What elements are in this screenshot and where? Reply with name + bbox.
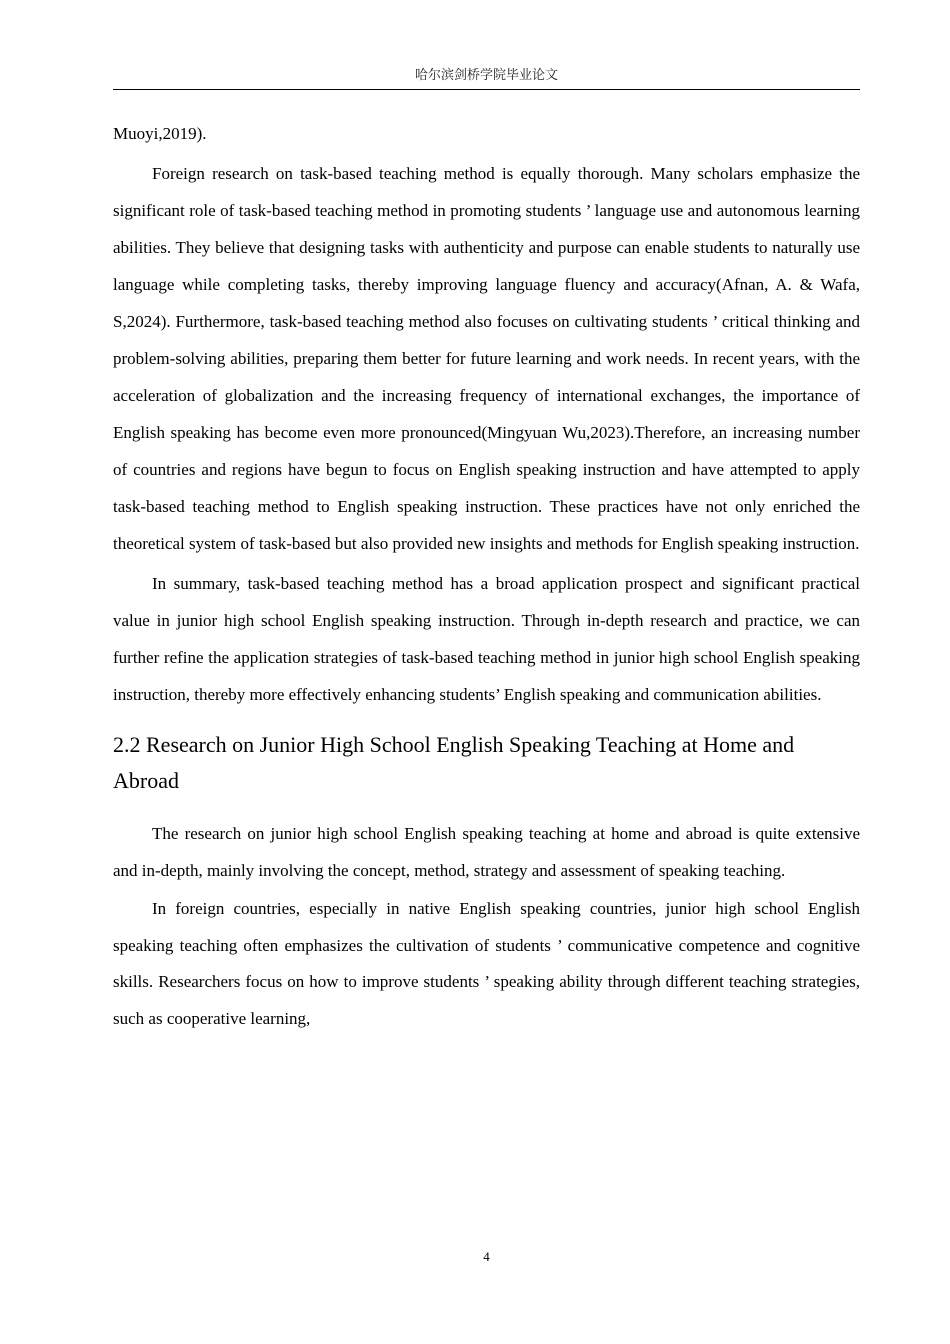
paragraph-foreign-countries: In foreign countries, especially in native English speaking countries, junior high school English speaking teaching often emphasizes the cultivation of students ’ communicative competence and cognitive skills. Researchers focus on how to improve students ’ speaking ability through different teaching strategies, such as cooperative learning,: [113, 899, 860, 1028]
page-number: 4: [483, 1249, 490, 1264]
paragraph-research-overview: The research on junior high school English speaking teaching at home and abroad is quite extensive and in-depth, mainly involving the concept, method, strategy and assessment of speaking teaching.: [113, 824, 860, 880]
paragraph-continuation: Muoyi,2019).: [113, 124, 207, 143]
section-heading-2-2: 2.2 Research on Junior High School English Speaking Teaching at Home and Abroad: [113, 732, 795, 793]
page-body: [113, 115, 860, 1038]
header-rule: [113, 89, 860, 90]
paragraph-foreign-research: Foreign research on task-based teaching method is equally thorough. Many scholars emphasize the significant role of task-based teaching method in promoting students ’ language use and autonomous learning abilities. They believe that designing tasks with authenticity and purpose can enable students to naturally use language while completing tasks, thereby improving language fluency and accuracy(Afnan, A. & Wafa, S,2024). Furthermore, task-based teaching method also focuses on cultivating students ’ critical thinking and problem-solving abilities, preparing them better for future learning and work needs. In recent years, with the acceleration of globalization and the increasing frequency of international exchanges, the importance of English speaking has become even more pronounced(Mingyuan Wu,2023).Therefore, an increasing number of countries and regions have begun to focus on English speaking instruction and have attempted to apply task-based teaching method to English speaking instruction. These practices have not only enriched the theoretical system of task-based but also provided new insights and methods for English speaking instruction.: [113, 164, 860, 553]
paragraph-summary: In summary, task-based teaching method has a broad application prospect and significant practical value in junior high school English speaking instruction. Through in-depth research and practice, we can further refine the application strategies of task-based teaching method in junior high school English speaking instruction, thereby more effectively enhancing students’ English speaking and communication abilities.: [113, 574, 860, 704]
running-header: 哈尔滨剑桥学院毕业论文: [414, 68, 558, 83]
